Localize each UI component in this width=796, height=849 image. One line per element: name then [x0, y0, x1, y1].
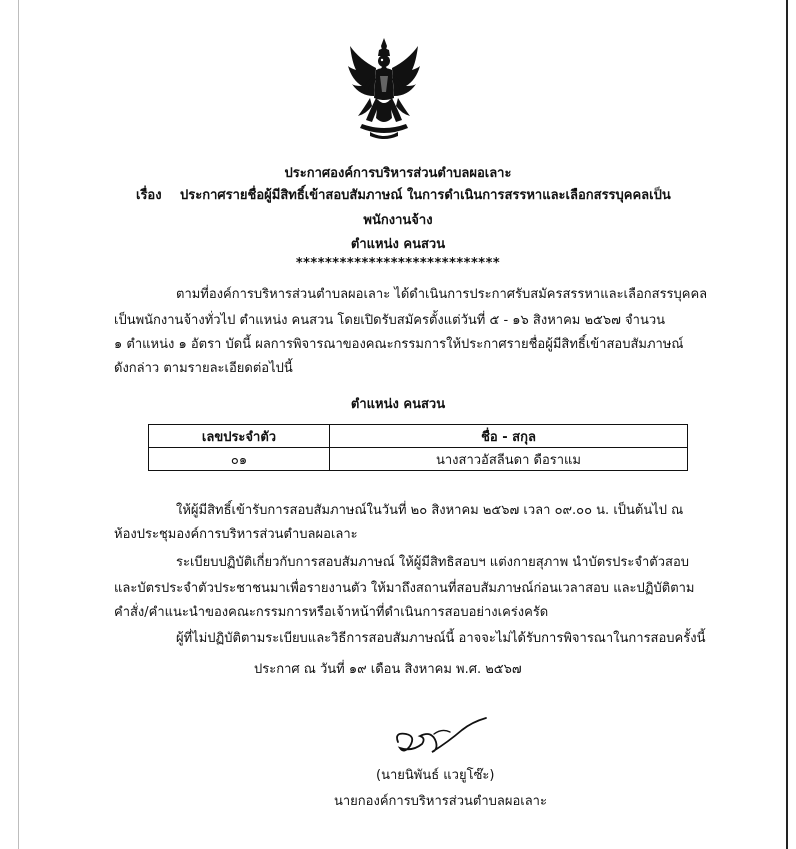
signatory-name: (นายนิพันธ์ แวยูโซ๊ะ)	[376, 768, 495, 783]
warning-line: ผู้ที่ไม่ปฏิบัติตามระเบียบและวิธีการสอบสัมภาษณ์นี้ อาจจะไม่ได้รับการพิจารณาในการสอบครั้งนี้	[176, 631, 706, 646]
intro-line-2: เป็นพนักงานจ้างทั่วไป ตำแหน่ง คนสวน โดยเปิดรับสมัครตั้งแต่วันที่ ๕ - ๑๖ สิงหาคม ๒๕๖๗ จำนวน	[114, 313, 666, 328]
table-caption: ตำแหน่ง คนสวน	[350, 397, 446, 412]
page-edge-left	[18, 0, 19, 849]
intro-line-1: ตามที่องค์การบริหารส่วนตำบลผอเลาะ ได้ดำเนินการประกาศรับสมัครสรรหาและเลือกสรรบุคคล	[176, 287, 708, 302]
exam-date-line-1: ให้ผู้มีสิทธิ์เข้ารับการสอบสัมภาษณ์ในวันที่ ๒๐ สิงหาคม ๒๕๖๗ เวลา ๐๙.๐๐ น. เป็นต้นไป ณ	[176, 503, 684, 518]
candidate-table	[148, 424, 688, 471]
intro-line-3: ๑ ตำแหน่ง ๑ อัตรา บัดนี้ ผลการพิจารณาของคณะกรรมการให้ประกาศรายชื่อผู้มีสิทธิ์เข้าสอบสัมภาษณ์	[114, 337, 684, 352]
table-header-row	[149, 425, 688, 448]
page-edge-right	[786, 0, 788, 849]
position-title: ตำแหน่ง คนสวน	[350, 237, 446, 252]
table-row	[149, 448, 688, 471]
header-name: ชื่อ - สกุล	[330, 425, 688, 448]
subject-label: เรื่อง	[136, 188, 162, 203]
exam-date-line-2: ห้องประชุมองค์การบริหารส่วนตำบลผอเลาะ	[114, 527, 358, 542]
signature-icon	[392, 712, 492, 760]
header-id: เลขประจำตัว	[149, 425, 330, 448]
rules-line-1: ระเบียบปฏิบัติเกี่ยวกับการสอบสัมภาษณ์ ให้ผู้มีสิทธิสอบฯ แต่งกายสุภาพ นำบัตรประจำตัวสอบ	[176, 555, 690, 570]
cell-id: ๐๑	[149, 448, 330, 471]
announcement-date: ประกาศ ณ วันที่ ๑๙ เดือน สิงหาคม พ.ศ. ๒๕๖๗	[254, 662, 522, 677]
cell-name: นางสาวอัสลีนดา ดือราแม	[330, 448, 688, 471]
garuda-emblem-icon	[346, 36, 422, 142]
subject-line-2: พนักงานจ้าง	[363, 213, 433, 228]
rules-line-2: และบัตรประจำตัวประชาชนมาเพื่อรายงานตัว ให้มาถึงสถานที่สอบสัมภาษณ์ก่อนเวลาสอบ และปฏิบัติตาม	[114, 581, 695, 596]
separator-stars: ****************************	[295, 256, 501, 271]
intro-line-4: ดังกล่าว ตามรายละเอียดต่อไปนี้	[114, 361, 293, 376]
subject-line-1: ประกาศรายชื่อผู้มีสิทธิ์เข้าสอบสัมภาษณ์ ในการดำเนินการสรรหาและเลือกสรรบุคคลเป็น	[180, 188, 671, 203]
signatory-title: นายกองค์การบริหารส่วนตำบลผอเลาะ	[334, 794, 547, 809]
org-announcement-title: ประกาศองค์การบริหารส่วนตำบลผอเลาะ	[284, 166, 512, 181]
rules-line-3: คำสั่ง/คำแนะนำของคณะกรรมการหรือเจ้าหน้าที่ดำเนินการสอบอย่างเคร่งครัด	[114, 605, 549, 620]
